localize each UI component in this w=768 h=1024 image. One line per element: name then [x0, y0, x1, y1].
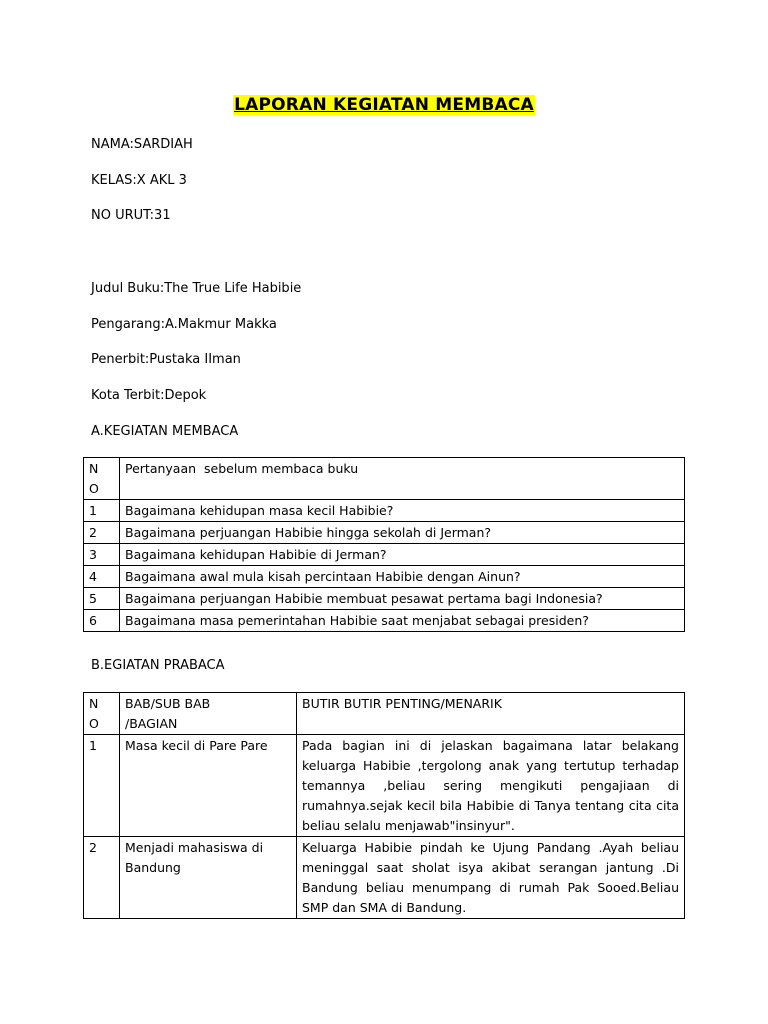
section-a-heading: A.KEGIATAN MEMBACA — [91, 424, 239, 439]
prereading-table — [83, 692, 685, 919]
table-row — [84, 735, 685, 837]
table-row — [84, 837, 685, 919]
section-b-heading: B.EGIATAN PRABACA — [91, 658, 225, 673]
table-row — [84, 544, 685, 566]
table-header-row — [84, 458, 685, 500]
student-class: KELAS:X AKL 3 — [91, 173, 187, 188]
document-title: LAPORAN KEGIATAN MEMBACA — [234, 95, 534, 115]
table-row — [84, 522, 685, 544]
row-question: Bagaimana kehidupan Habibie di Jerman? — [120, 544, 685, 566]
header-no-cell — [84, 458, 120, 500]
row-no: 6 — [84, 610, 120, 632]
book-city: Kota Terbit:Depok — [91, 388, 207, 403]
reading-questions-table — [83, 457, 685, 632]
header-bab-cell — [120, 693, 297, 735]
table-header-row — [84, 693, 685, 735]
book-author: Pengarang:A.Makmur Makka — [91, 317, 277, 332]
table-row — [84, 566, 685, 588]
row-no: 3 — [84, 544, 120, 566]
row-points: Pada bagian ini di jelaskan bagaimana latar belakang keluarga Habibie ,tergolong anak yang tertutup terhadap temannya ,beliau sering mengikuti pengajiaan di rumahnya.sejak kecil bila Habibie di Tanya tentang cita cita beliau selalu menjawab"insinyur". — [297, 735, 685, 837]
row-points: Keluarga Habibie pindah ke Ujung Pandang .Ayah beliau meninggal saat sholat isya akibat serangan jantung .Di Bandung beliau menumpang di rumah Pak Sooed.Beliau SMP dan SMA di Bandung. — [297, 837, 685, 919]
book-publisher: Penerbit:Pustaka IIman — [91, 352, 241, 367]
row-no: 1 — [84, 500, 120, 522]
header-points-label: BUTIR BUTIR PENTING/MENARIK — [302, 696, 502, 711]
student-name: NAMA:SARDIAH — [91, 137, 193, 152]
book-title: Judul Buku:The True Life Habibie — [91, 281, 302, 296]
row-question: Bagaimana awal mula kisah percintaan Habibie dengan Ainun? — [120, 566, 685, 588]
row-no: 2 — [84, 837, 120, 919]
student-number: NO URUT:31 — [91, 208, 171, 223]
row-question: Bagaimana masa pemerintahan Habibie saat menjabat sebagai presiden? — [120, 610, 685, 632]
table-row — [84, 610, 685, 632]
row-no: 1 — [84, 735, 120, 837]
row-bab: Masa kecil di Pare Pare — [120, 735, 297, 837]
title-wrap — [0, 95, 768, 115]
row-no: 2 — [84, 522, 120, 544]
row-question: Bagaimana perjuangan Habibie membuat pesawat pertama bagi Indonesia? — [120, 588, 685, 610]
table-row — [84, 500, 685, 522]
header-points-cell — [297, 693, 685, 735]
table-row — [84, 588, 685, 610]
row-question: Bagaimana kehidupan masa kecil Habibie? — [120, 500, 685, 522]
header-no-line-2: O — [89, 481, 99, 496]
header-bab-line-1: BAB/SUB BAB — [125, 696, 211, 711]
header-no-line-1: N — [89, 461, 99, 476]
row-no: 5 — [84, 588, 120, 610]
header-no-line-2: O — [89, 716, 99, 731]
header-no-cell — [84, 693, 120, 735]
header-question-cell — [120, 458, 685, 500]
header-no-line-1: N — [89, 696, 99, 711]
row-no: 4 — [84, 566, 120, 588]
row-bab: Menjadi mahasiswa di Bandung — [120, 837, 297, 919]
row-question: Bagaimana perjuangan Habibie hingga sekolah di Jerman? — [120, 522, 685, 544]
header-bab-line-2: /BAGIAN — [125, 716, 178, 731]
header-question-label: Pertanyaan sebelum membaca buku — [125, 461, 359, 476]
